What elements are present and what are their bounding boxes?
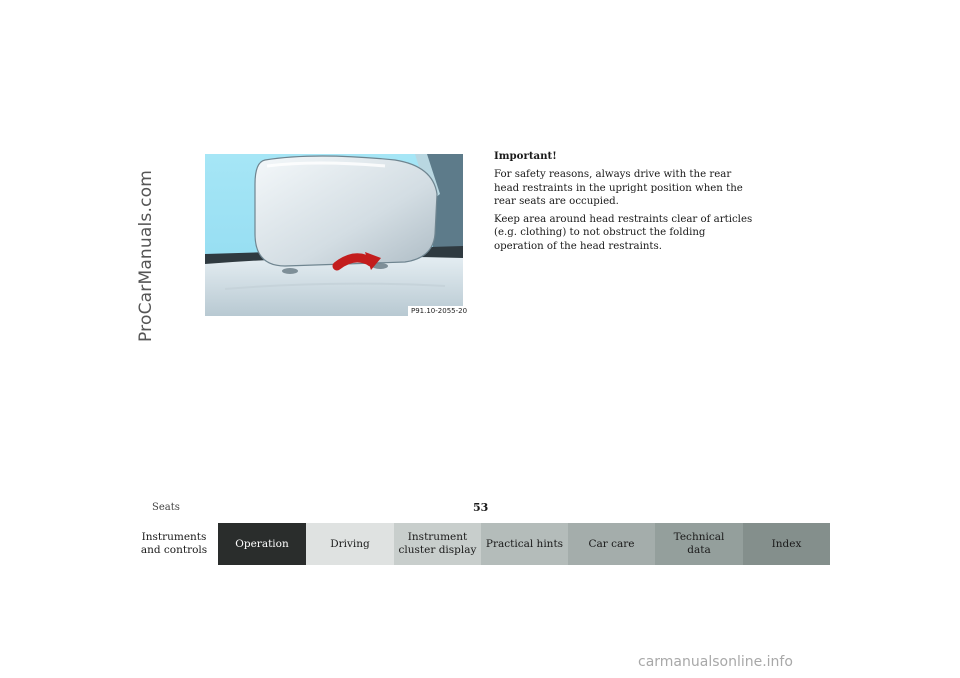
head-restraint-drawing: [205, 154, 463, 316]
section-nav-bar: [130, 523, 830, 565]
paragraph-keep-area-clear: Keep area around head restraints clear of articles (e.g. clothing) to not obstruct the folding operation of the head restraints.: [494, 214, 753, 252]
tab-index[interactable]: Index: [743, 523, 830, 565]
section-title: Seats: [152, 502, 180, 513]
paragraph-upright-position: For safety reasons, always drive with the rear head restraints in the upright position when the rear seats are occupied.: [494, 169, 743, 207]
content-column: [494, 150, 756, 258]
tab-car-care[interactable]: Car care: [568, 523, 655, 565]
tab-operation[interactable]: Operation: [218, 523, 306, 565]
tab-instrument-cluster-display[interactable]: Instrument cluster display: [394, 523, 481, 565]
head-restraint-illustration: [205, 154, 463, 316]
tab-practical-hints[interactable]: Practical hints: [481, 523, 568, 565]
tab-driving[interactable]: Driving: [306, 523, 394, 565]
tab-instruments-and-controls[interactable]: Instruments and controls: [130, 523, 218, 565]
tab-technical-data[interactable]: Technical data: [655, 523, 743, 565]
important-heading: Important!: [494, 150, 557, 162]
page-number: 53: [473, 501, 489, 514]
side-watermark: ProCarManuals.com: [136, 170, 156, 342]
bottom-watermark: carmanualsonline.info: [638, 654, 793, 670]
figure-code: P91.10-2055-20: [408, 306, 470, 316]
